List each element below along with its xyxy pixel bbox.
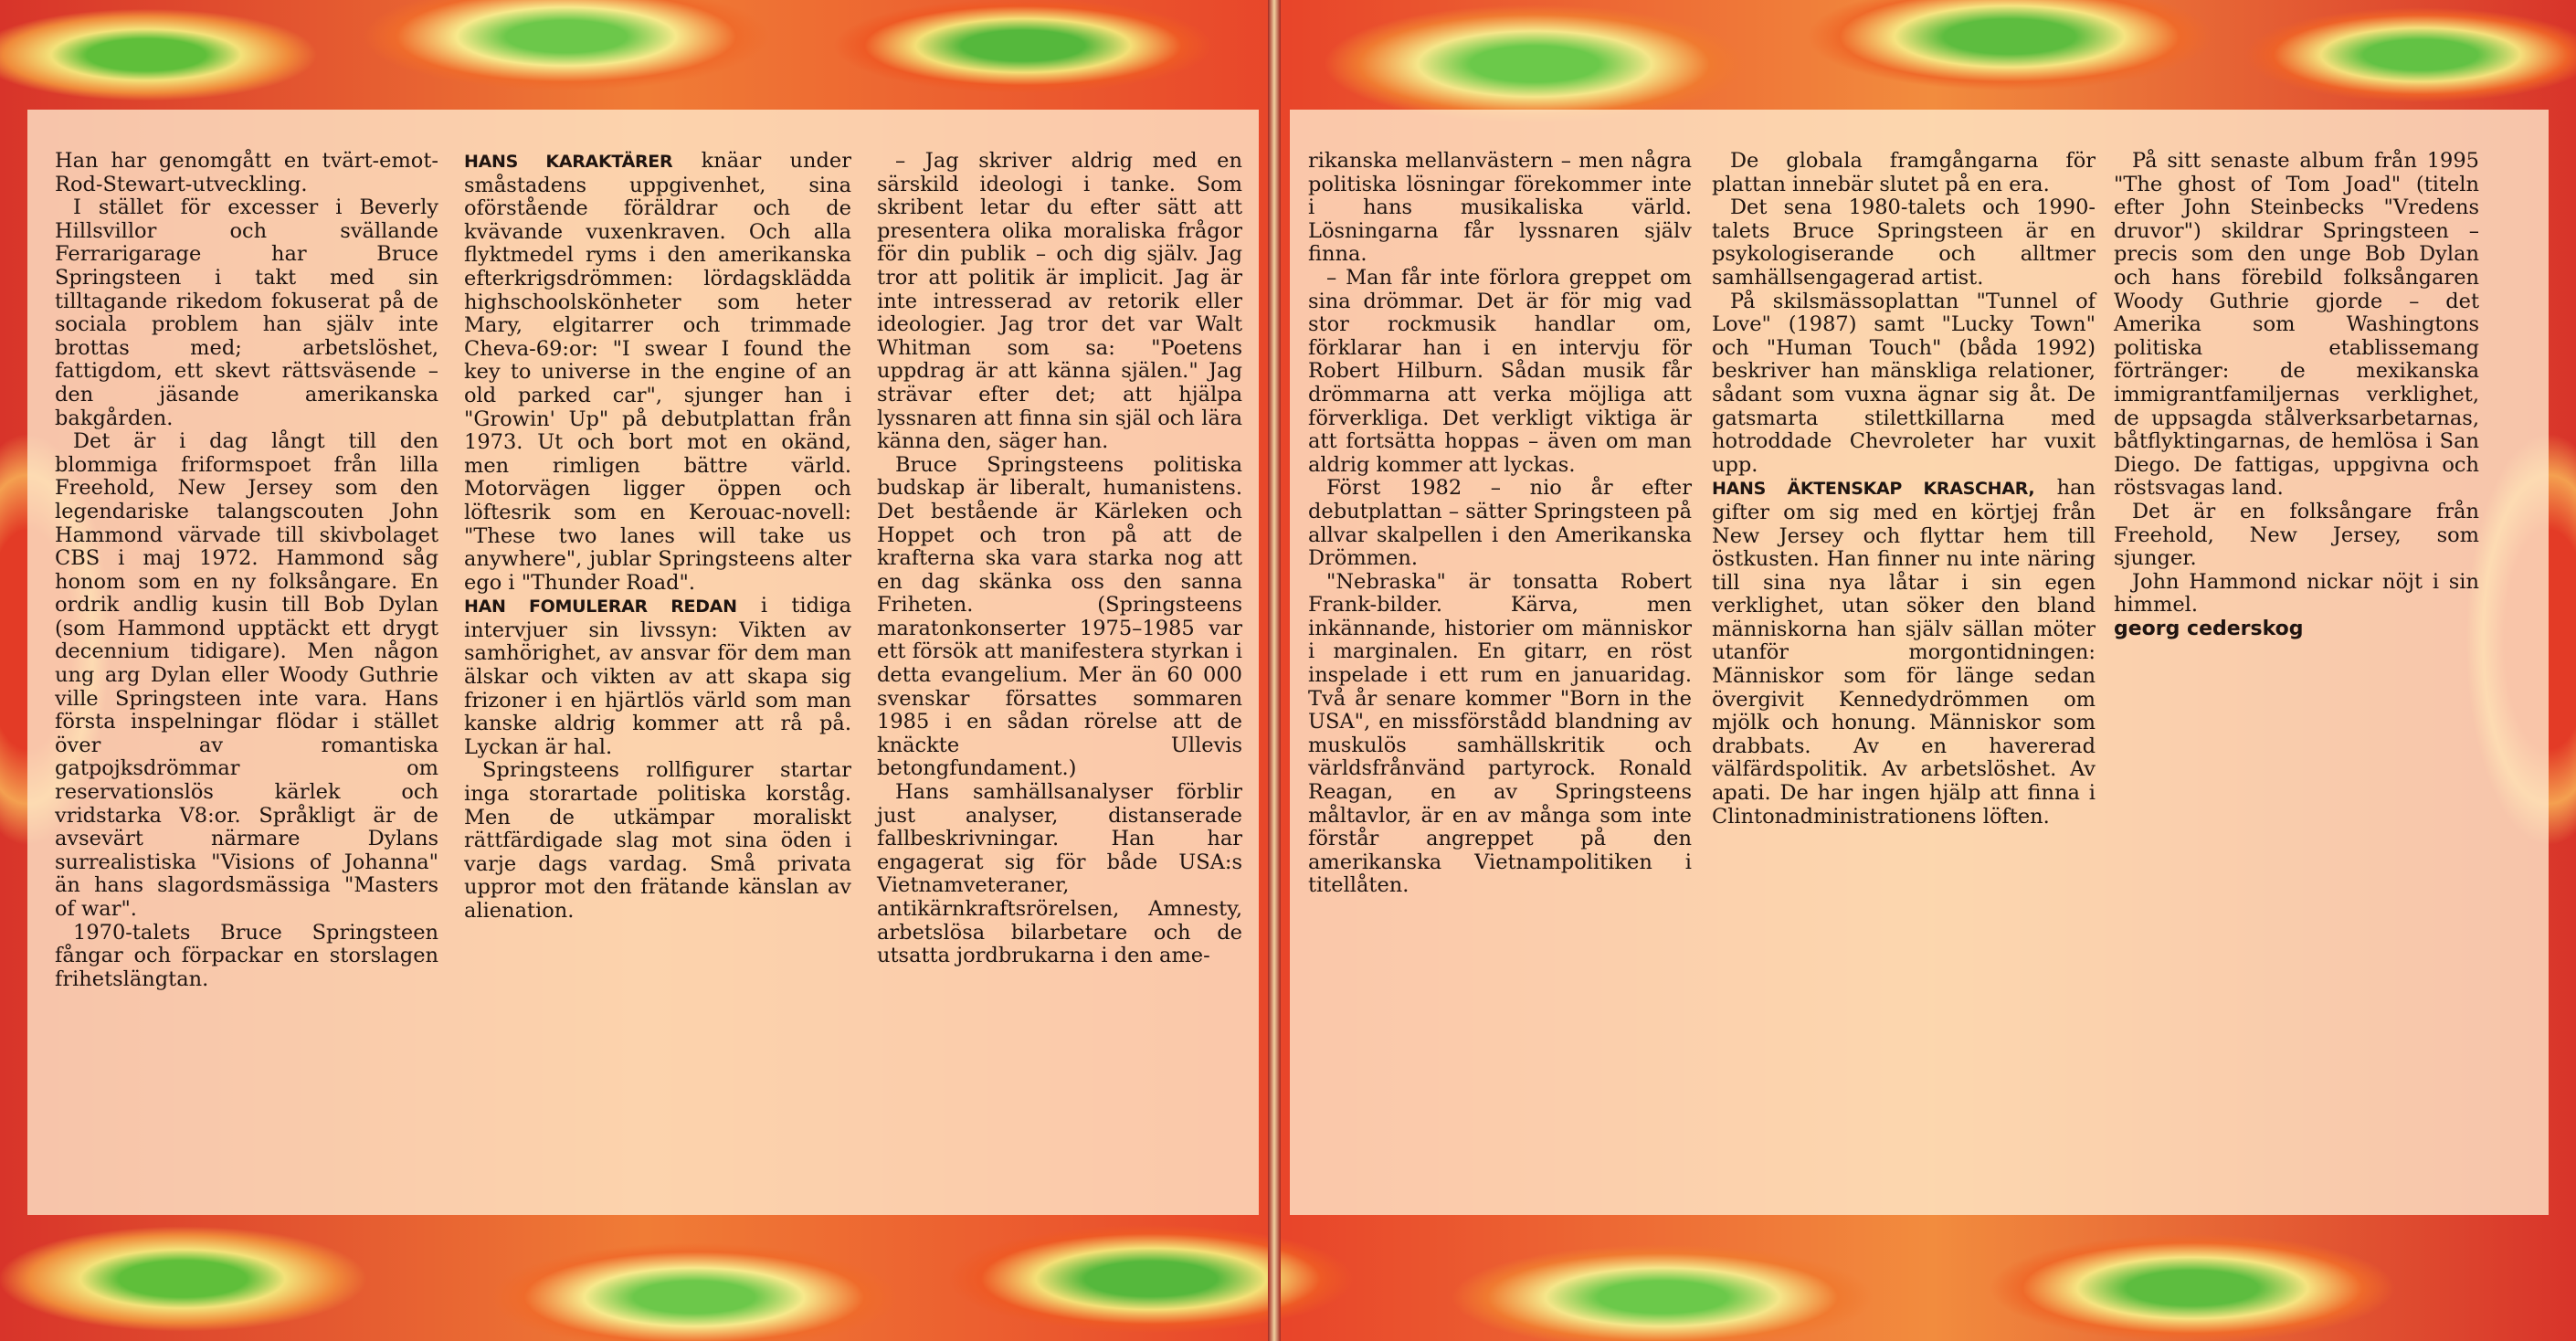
paragraph: 1970-talets Bruce Springsteen fångar och förpackar en storslagen frihetslängtan. — [55, 920, 438, 991]
paragraph: – Man får inte förlora greppet om sina drömmar. Det är för mig vad stor rockmusik handlar om, förklarar han i en intervju för Robert Hilburn. Sådan musik får drömmarna att verka möjliga att förverkliga. Det verkligt viktiga är att fortsätta hoppas – även om man aldrig kommer att lyckas. — [1308, 265, 1692, 477]
paragraph: I stället för excesser i Beverly Hillsvillor och svällande Ferrarigarage har Bruce Springsteen i takt med sin tilltagande rikedom fokuserat på de sociala problem han själv inte brottas med; arbetslöshet, fattigdom, ett skevt rättsväsende – den jäsande amerikanska bakgården. — [55, 195, 438, 430]
paragraph: John Hammond nickar nöjt i sin himmel. — [2114, 569, 2479, 618]
paragraph: Det är en folksångare från Freehold, New Jersey, som sjunger. — [2114, 499, 2479, 571]
paragraph — [464, 150, 851, 595]
author-signature: georg cederskog — [2114, 617, 2304, 640]
paragraph: Bruce Springsteens politiska budskap är liberalt, humanistens. Det bestående är Kärleken och Hoppet och tron på att de krafterna ska vara starka nog att en dag skänka oss den sanna Friheten. (Springsteens maratonkonserter 1975–1985 var ett försök att manifestera styrkan i detta evangelium. Mer än 60 000 svenskar försattes sommaren 1985 i en sådan rörelse att de knäckte Ullevis betongfundament.) — [877, 452, 1242, 781]
paragraph: "Nebraska" är tonsatta Robert Frank-bilder. Kärva, men inkännande, historier om människor i marginalen. En gitarr, en röst inspelade i ett rum en januaridag. Två år senare kommer "Born in the USA", en missförstådd blandning av muskulös samhällskritik och världsfrånvänd partyrock. Ronald Reagan, en av Springsteens måltavlor, är en av många som inte förstår angreppet på den amerikanska Vietnampolitiken i titellåten. — [1308, 569, 1692, 898]
paragraph: De globala framgångarna för plattan innebär slutet på en era. — [1712, 149, 2096, 196]
paragraph — [464, 595, 851, 759]
section-heading: HAN FOMULERAR REDAN — [464, 597, 737, 618]
paragraph-text: han gifter om sig med en körtjej från New Jersey och flyttar hem till östkusten. Han finner nu inte näring till sina nya låtar i sin egen verklighet, utan söker den bland människorna han själv sällan möter utanför morgontidningen: Människor som för länge sedan övergivit Kennedydrömmen om mjölk och honung. Människor som drabbats. Av en havererad välfärdspolitik. Av arbetslöshet. Av apati. De har ingen hjälp att finna i Clintonadministrationens löften. — [1712, 476, 2096, 829]
paragraph-text: knäar under småstadens uppgivenhet, sina oförstående föräldrar och de kvävande vuxenkraven. Och alla flyktmedel ryms i den amerikanska efterkrigsdrömmen: lördagsklädda highschoolskönheter som heter Mary, elgitarrer och trimmade Cheva-69:or: "I swear I found the key to universe in the engine of an old parked car", sjunger han i "Growin' Up" på debutplattan från 1973. Ut och bort mot en okänd, men rimligen bättre värld. Motorvägen ligger öppen och löftesrik som en Kerouac-novell: "These two lanes will take us anywhere", jublar Springsteens alter ego i "Thunder Road". — [464, 149, 851, 595]
paragraph: På sitt senaste album från 1995 "The ghost of Tom Joad" (titeln efter John Steinbecks "Vredens druvor") skildrar Springsteen – precis som den unge Bob Dylan och hans förebild folksångaren Woody Guthrie gjorde – det Amerika som Washingtons politiska etablissemang förtränger: de mexikanska immigrantfamiljernas verklighet, de uppsagda stålverksarbetarnas, båtflyktingarnas, de hemlösa i San Diego. De fattigas, uppgivna och röstsvagas land. — [2114, 149, 2479, 501]
article-column-5 — [1712, 150, 2096, 829]
paragraph: Hans samhällsanalyser förblir just analyser, distanserade fallbeskrivningar. Han har engagerat sig för både USA:s Vietnamveteraner, antikärnkraftsrörelsen, Amnesty, arbetslösa bilarbetare och de utsatta jordbrukarna i den ame- — [877, 780, 1242, 968]
paragraph-text: i tidiga intervjuer sin livssyn: Vikten av samhörighet, av ansvar för dem man älskar och vikten av att skapa sig frizoner i en hjärtlös värld som man kanske aldrig kommer att rå på. Lyckan är hal. — [464, 594, 851, 759]
paragraph: rikanska mellanvästern – men några politiska lösningar förekommer inte i hans musikaliska värld. Lösningarna får lyssnaren själv finna. — [1308, 149, 1692, 267]
paragraph: Det sena 1980-talets och 1990-talets Bruce Springsteen är en psykologiserande och alltmer samhällsengagerad artist. — [1712, 195, 2096, 290]
section-heading: HANS KARAKTÄRER — [464, 152, 673, 172]
section-heading: HANS ÄKTENSKAP KRASCHAR, — [1712, 479, 2035, 500]
article-column-4 — [1308, 150, 1692, 898]
article-column-6 — [2114, 150, 2479, 640]
paragraph: Springsteens rollfigurer startar inga storartade politiska korståg. Men de utkämpar moraliskt rättfärdigade slag mot sina öden i varje dags vardag. Små privata uppror mot den frätande känslan av alienation. — [464, 758, 851, 923]
paragraph: På skilsmässoplattan "Tunnel of Love" (1987) samt "Lucky Town" och "Human Touch" (båda 1992) beskriver han mänskliga relationer, sådant som vuxna ägnar sig åt. De gatsmarta stilettkillarna med hotroddade Chevroleter har vuxit upp. — [1712, 289, 2096, 477]
left-page — [27, 110, 1259, 1215]
article-column-1 — [55, 150, 438, 991]
paragraph: Först 1982 – nio år efter debutplattan – sätter Springsteen på allvar skalpellen i den Amerikanska Drömmen. — [1308, 476, 1692, 571]
article-column-3 — [877, 150, 1242, 968]
paragraph — [1712, 477, 2096, 829]
right-page — [1290, 110, 2549, 1215]
paragraph: – Jag skriver aldrig med en särskild ideologi i tanke. Som skribent letar du efter sätt att presentera olika moraliska frågor för din publik – och dig själv. Jag tror att politik är implicit. Jag är inte intresserad av retorik eller ideologier. Jag tror det var Walt Whitman som sa: "Poetens uppdrag är att känna själen." Jag strävar efter det; att hjälpa lyssnaren att finna sin själ och lära känna den, säger han. — [877, 149, 1242, 454]
paragraph: Det är i dag långt till den blommiga friformspoet från lilla Freehold, New Jersey som den legendariske talangscouten John Hammond värvade till skivbolaget CBS i maj 1972. Hammond såg honom som en ny folksångare. En ordrik andlig kusin till Bob Dylan (som Hammond upptäckt ett drygt decennium tidigare). Men någon ung arg Dylan eller Woody Guthrie ville Springsteen inte vara. Hans första inspelningar flödar i stället över av romantiska gatpojksdrömmar om reservationslös kärlek och vridstarka V8:or. Språkligt är de avsevärt närmare Dylans surrealistiska "Visions of Johanna" än hans slagordsmässiga "Masters of war". — [55, 429, 438, 921]
article-column-2 — [464, 150, 851, 924]
page-fold — [1268, 0, 1281, 1341]
paragraph: Han har genomgått en tvärt-emot-Rod-Stewart-utveckling. — [55, 149, 438, 196]
